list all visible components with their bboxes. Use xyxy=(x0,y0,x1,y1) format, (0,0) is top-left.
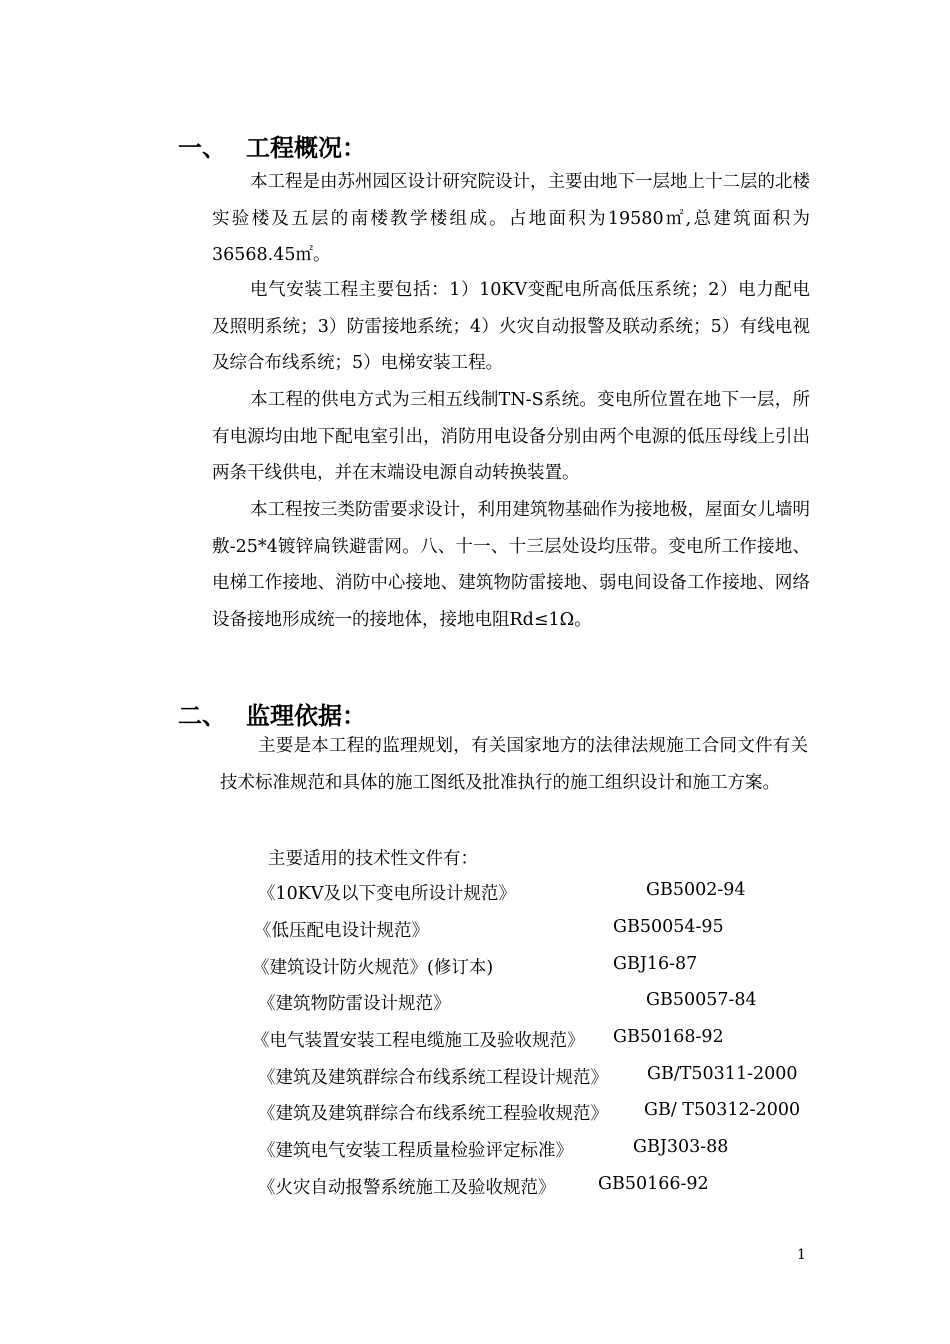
standard-code: GB5002-94 xyxy=(646,880,746,900)
section-title: 工程概况： xyxy=(246,134,366,162)
section-number: 二、 xyxy=(178,702,226,730)
standard-title: 《火灾自动报警系统施工及验收规范》 xyxy=(258,1178,556,1198)
standard-title: 《低压配电设计规范》 xyxy=(254,921,429,941)
section-number: 一、 xyxy=(178,134,226,162)
standard-title: 《建筑物防雷设计规范》 xyxy=(258,994,451,1014)
standard-title: 《建筑及建筑群综合布线系统工程验收规范》 xyxy=(258,1104,608,1124)
standard-code: GB50054-95 xyxy=(613,917,724,937)
standard-title: 《10KV及以下变电所设计规范》 xyxy=(258,884,516,904)
section-heading-overview xyxy=(178,128,366,163)
paragraph: 电气安装工程主要包括：1）10KV变配电所高低压系统；2）电力配电及照明系统；3）防雷接地系统；4）火灾自动报警及联动系统；5）有线电视及综合布线系统；5）电梯安装工程。 xyxy=(212,280,810,373)
standard-title: 《电气装置安装工程电缆施工及验收规范》 xyxy=(252,1031,585,1051)
standard-code: GB50057-84 xyxy=(646,990,757,1010)
list-intro: 主要适用的技术性文件有： xyxy=(268,849,478,869)
paragraph: 主要是本工程的监理规划，有关国家地方的法律法规施工合同文件有关技术标准规范和具体的施工图纸及批准执行的施工组织设计和施工方案。 xyxy=(220,736,808,793)
section-title: 监理依据： xyxy=(246,702,366,730)
paragraph: 本工程是由苏州园区设计研究院设计，主要由地下一层地上十二层的北楼实验楼及五层的南楼教学楼组成。占地面积为19580㎡,总建筑面积为36568.45㎡。 xyxy=(212,172,810,265)
standard-code: GB/ T50312-2000 xyxy=(644,1100,801,1120)
standard-code: GB50168-92 xyxy=(613,1027,724,1047)
paragraph: 本工程按三类防雷要求设计，利用建筑物基础作为接地极，屋面女儿墙明敷-25*4镀锌扁铁避雷网。八、十一、十三层处设均压带。变电所工作接地、电梯工作接地、消防中心接地、建筑物防雷接地、弱电间设备工作接地、网络设备接地形成统一的接地体，接地电阻Rd≤1Ω。 xyxy=(212,500,810,630)
standard-code: GBJ303-88 xyxy=(633,1137,729,1157)
standard-title: 《建筑设计防火规范》(修订本) xyxy=(252,958,494,978)
paragraph: 本工程的供电方式为三相五线制TN-S系统。变电所位置在地下一层，所有电源均由地下配电室引出，消防用电设备分别由两个电源的低压母线上引出两条干线供电，并在末端设电源自动转换装置。 xyxy=(212,390,810,483)
page-number: 1 xyxy=(797,1247,806,1263)
standard-code: GB50166-92 xyxy=(598,1174,709,1194)
section-heading-basis xyxy=(178,696,366,731)
standard-title: 《建筑电气安装工程质量检验评定标准》 xyxy=(258,1141,573,1161)
standard-code: GB/T50311-2000 xyxy=(647,1064,798,1084)
standard-code: GBJ16-87 xyxy=(613,954,698,974)
standard-title: 《建筑及建筑群综合布线系统工程设计规范》 xyxy=(258,1068,608,1088)
